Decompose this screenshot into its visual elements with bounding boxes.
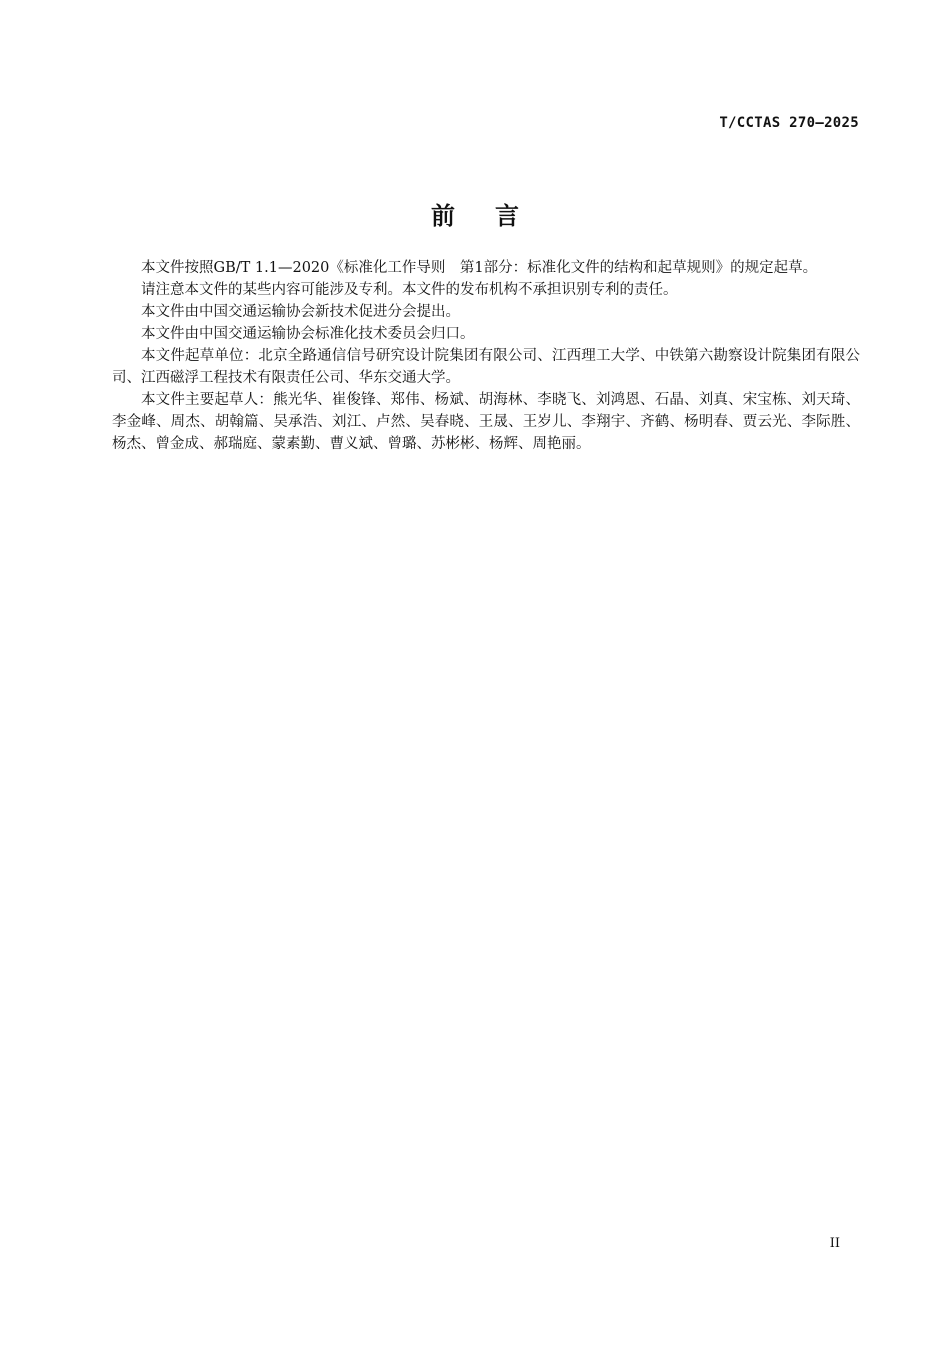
page-number: II [829, 1236, 840, 1251]
preface-body [112, 257, 860, 455]
page-title: 前言 [431, 202, 559, 230]
paragraph-drafting-rules: 本文件按照GB/T 1.1—2020《标准化工作导则 第1部分：标准化文件的结构和起草规则》的规定起草。 [141, 260, 818, 276]
document-code: T/CCTAS 270—2025 [719, 115, 859, 131]
paragraph-drafting-units: 本文件起草单位：北京全路通信信号研究设计院集团有限公司、江西理工大学、中铁第六勘察设计院集团有限公司、江西磁浮工程技术有限责任公司、华东交通大学。 [112, 348, 860, 386]
paragraph-responsible-committee: 本文件由中国交通运输协会标准化技术委员会归口。 [141, 326, 475, 342]
paragraph-patent-notice: 请注意本文件的某些内容可能涉及专利。本文件的发布机构不承担识别专利的责任。 [141, 282, 678, 298]
paragraph-proposer: 本文件由中国交通运输协会新技术促进分会提出。 [141, 304, 460, 320]
paragraph-drafters: 本文件主要起草人：熊光华、崔俊锋、郑伟、杨斌、胡海林、李晓飞、刘鸿恩、石晶、刘真、宋宝栋、刘天琦、李金峰、周杰、胡翰篇、吴承浩、刘江、卢然、吴春晓、王晟、王岁儿、李翔宇、齐鹤、杨明春、贾云光、李际胜、杨杰、曾金成、郝瑞庭、蒙素勤、曹义斌、曾璐、苏彬彬、杨辉、周艳丽。 [112, 392, 860, 452]
